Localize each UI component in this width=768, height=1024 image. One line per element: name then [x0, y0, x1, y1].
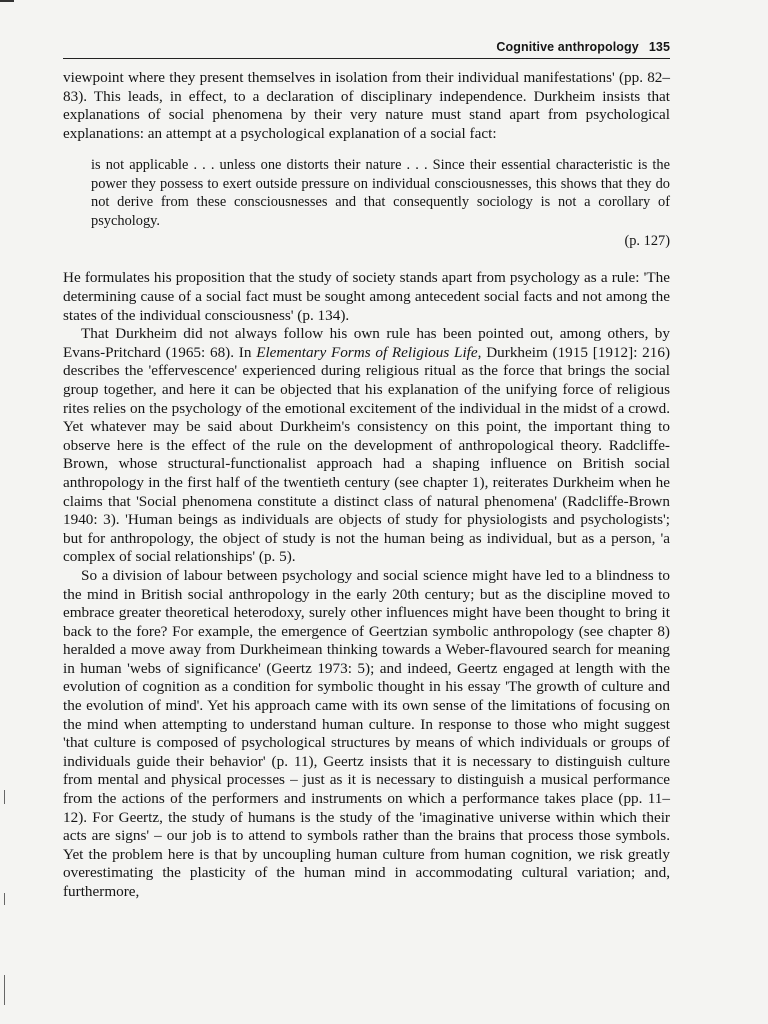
- body-text: [63, 69, 670, 902]
- block-quote-text: is not applicable . . . unless one distorts their nature . . . Since their essential characteristic is the power they possess to exert outside pressure on individual consciousnesses, this shows that they do not derive from these consciousnesses and that consequently sociology is not a corollary of psychology.: [91, 157, 670, 229]
- running-header: [63, 38, 670, 59]
- scan-corner-mark: [0, 0, 14, 2]
- block-quote: [63, 156, 670, 250]
- paragraph-4: So a division of labour between psychology and social science might have led to a blindness to the mind in British social anthropology in the early 20th century; but as the discipline moved to embrace greater theoretical heterodoxy, surely other influences might have been thought to bring it back to the fore? For example, the emergence of Geertzian symbolic anthropology (see chapter 8) heralded a move away from Durkheimean thinking towards a Weber-flavoured search for meaning in human 'webs of significance' (Geertz 1973: 5); and indeed, Geertz engaged at length with the evolution of cognition as a condition for symbolic thought in his essay 'The growth of culture and the evolution of mind'. Yet his approach came with its own sense of the limitations of focusing on the mind when attempting to understand human culture. In response to those who might suggest 'that culture is composed of psychological structures by means of which individuals or groups of individuals guide their behavior' (p. 11), Geertz insists that it is necessary to distinguish culture from mental and physical processes – just as it is necessary to distinguish a musical performance from the actions of the performers and instruments on which a performance takes place (pp. 11–12). For Geertz, the study of humans is the study of the 'imaginative universe within which their acts are signs' – our job is to attend to symbols rather than the brains that process those symbols. Yet the problem here is that by uncoupling human culture from human cognition, we risk greatly overestimating the plasticity of the human mind in accommodating cultural variation; and, furthermore,: [63, 566, 670, 900]
- scan-margin-mark: [4, 790, 5, 804]
- scan-margin-mark: [4, 893, 5, 905]
- book-title-italic: Elementary Forms of Religious Life: [256, 343, 478, 361]
- running-title: Cognitive anthropology: [496, 40, 639, 54]
- paragraph-3-start: That Durkheim did not always follow his own rule has been pointed out, among others, by Evans-Pritchard (1965: 68). In: [63, 325, 670, 361]
- scan-margin-mark: [4, 975, 5, 1005]
- page-number: 135: [648, 40, 670, 54]
- paragraph-1: viewpoint where they present themselves in isolation from their individual manifestations' (pp. 82–83). This leads, in effect, to a declaration of disciplinary independence. Durkheim insists that explanations of social phenomena by their very nature must stand apart from psychological explanations: an attempt at a psychological explanation of a social fact:: [63, 69, 670, 142]
- paragraph-3: [63, 325, 670, 567]
- paragraph-gap: [63, 250, 670, 269]
- block-quote-citation: (p. 127): [624, 233, 670, 249]
- paragraph-2: He formulates his proposition that the study of society stands apart from psychology as a rule: 'The determining cause of a social fact must be sought among antecedent social facts and not among the states of the individual consciousness' (p. 134).: [63, 269, 670, 324]
- paragraph-3-rest: , Durkheim (1915 [1912]: 216) describes the 'effervescence' experienced during religious ritual as the force that brings the social group together, and here it can be objected that his explanation of the unifying force of religious rites relies on the psychology of the emotional excitement of the individual in the midst of a crowd. Yet whatever may be said about Durkheim's consistency on this point, the important thing to observe here is the effect of the rule on the development of anthropological theory. Radcliffe-Brown, whose structural-functionalist approach had a shaping influence on British social anthropology in the first half of the twentieth century (see chapter 1), reiterates Durkheim when he claims that 'Social phenomena constitute a distinct class of natural phenomena' (Radcliffe-Brown 1940: 3). 'Human beings as individuals are objects of study for physiologists and psychologists'; but for anthropology, the object of study is not the human being as individual, but as a person, 'a complex of social relationships' (p. 5).: [63, 343, 670, 566]
